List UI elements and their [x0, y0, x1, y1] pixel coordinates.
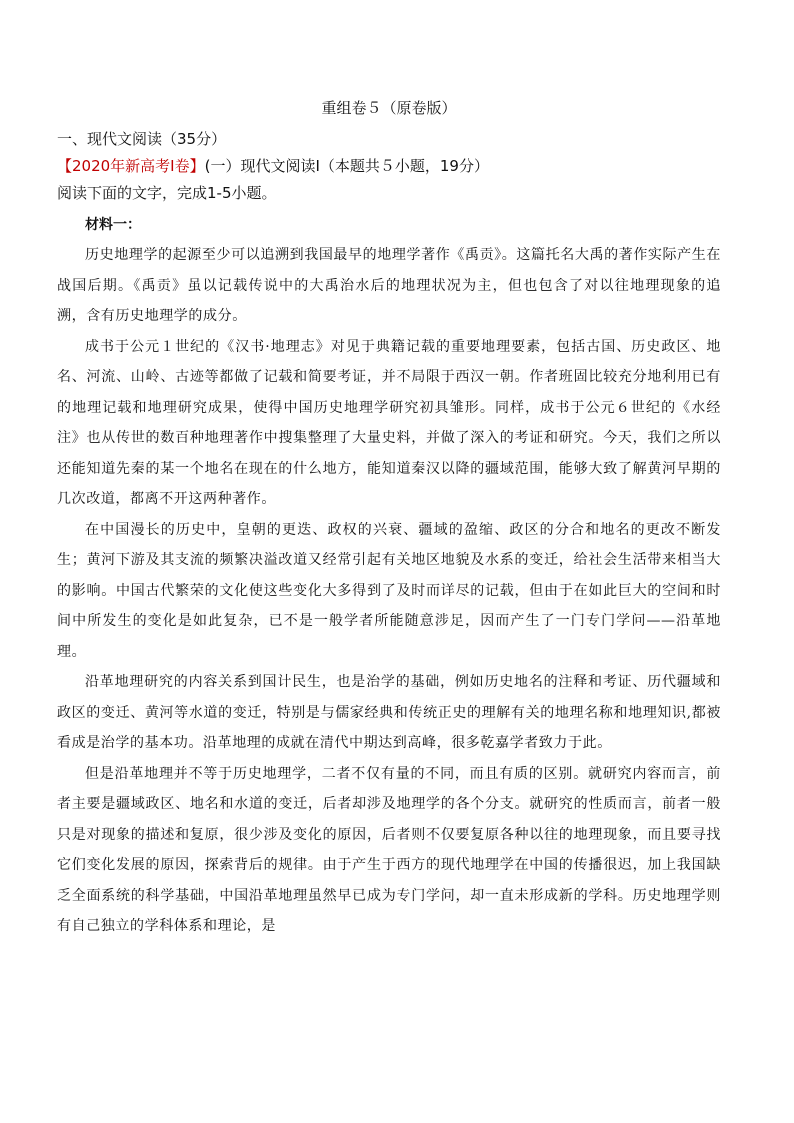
paragraph-3: 在中国漫长的历史中，皇朝的更迭、政权的兴衰、疆域的盈缩、政区的分合和地名的更改不断发生；黄河下游及其支流的频繁决溢改道又经常引起有关地区地貌及水系的变迁，给社会生活带来相当大的影响。中国古代繁荣的文化使这些变化大多得到了及时而详尽的记载，但由于在如此巨大的空间和时间中所发生的变化是如此复杂，已不是一般学者所能随意涉足，因而产生了一门专门学问——沿革地理。 [57, 521, 721, 660]
document-title: 重组卷５（原卷版） [321, 99, 457, 117]
paragraph-5: 但是沿革地理并不等于历史地理学，二者不仅有量的不同，而且有质的区别。就研究内容而言，前者主要是疆域政区、地名和水道的变迁，后者却涉及地理学的各个分支。就研究的性质而言，前者一般只是对现象的描述和复原，很少涉及变化的原因，后者则不仅要复原各种以往的地理现象，而且要寻找它们变化发展的原因，探索背后的规律。由于产生于西方的现代地理学在中国的传播很迟，加上我国缺乏全面系统的科学基础，中国沿革地理虽然早已成为专门学问，却一直未形成新的学科。历史地理学则有自己独立的学科体系和理论，是 [57, 765, 721, 934]
material-label: 材料一： [85, 217, 141, 233]
paragraph-4: 沿革地理研究的内容关系到国计民生，也是治学的基础，例如历史地名的注释和考证、历代疆域和政区的变迁、黄河等水道的变迁，特别是与儒家经典和传统正史的理解有关的地理名称和地理知识,都被看成是治学的基本功。沿革地理的成就在清代中期达到高峰，很多乾嘉学者致力于此。 [57, 674, 721, 751]
question-group-title: (一）现代文阅读Ⅰ（本题共５小题，19分） [204, 157, 489, 175]
reading-instruction: 阅读下面的文字，完成1-5小题。 [57, 184, 277, 202]
paragraph-1: 历史地理学的起源至少可以追溯到我国最早的地理学著作《禹贡》。这篇托名大禹的著作实际产生在战国后期。《禹贡》虽以记载传说中的大禹治水后的地理状况为主，但也包含了对以往地理现象的追溯，含有历史地理学的成分。 [57, 247, 721, 324]
paragraph-2: 成书于公元１世纪的《汉书·地理志》对见于典籍记载的重要地理要素，包括古国、历史政区、地名、河流、山岭、古迹等都做了记载和简要考证，并不局限于西汉一朝。作者班固比较充分地利用已有的地理记载和地理研究成果，使得中国历史地理学研究初具雏形。同样，成书于公元６世纪的《水经注》也从传世的数百种地理著作中搜集整理了大量史料，并做了深入的考证和研究。今天，我们之所以还能知道先秦的某一个地名在现在的什么地方，能知道秦汉以降的疆域范围，能够大致了解黄河早期的几次改道，都离不开这两种著作。 [57, 338, 721, 507]
document-page [57, 96, 721, 942]
exam-source-tag: 【2020年新高考Ⅰ卷】 [57, 157, 205, 175]
section-heading: 一、现代文阅读（35分） [57, 130, 227, 148]
question-source-line [57, 152, 721, 180]
